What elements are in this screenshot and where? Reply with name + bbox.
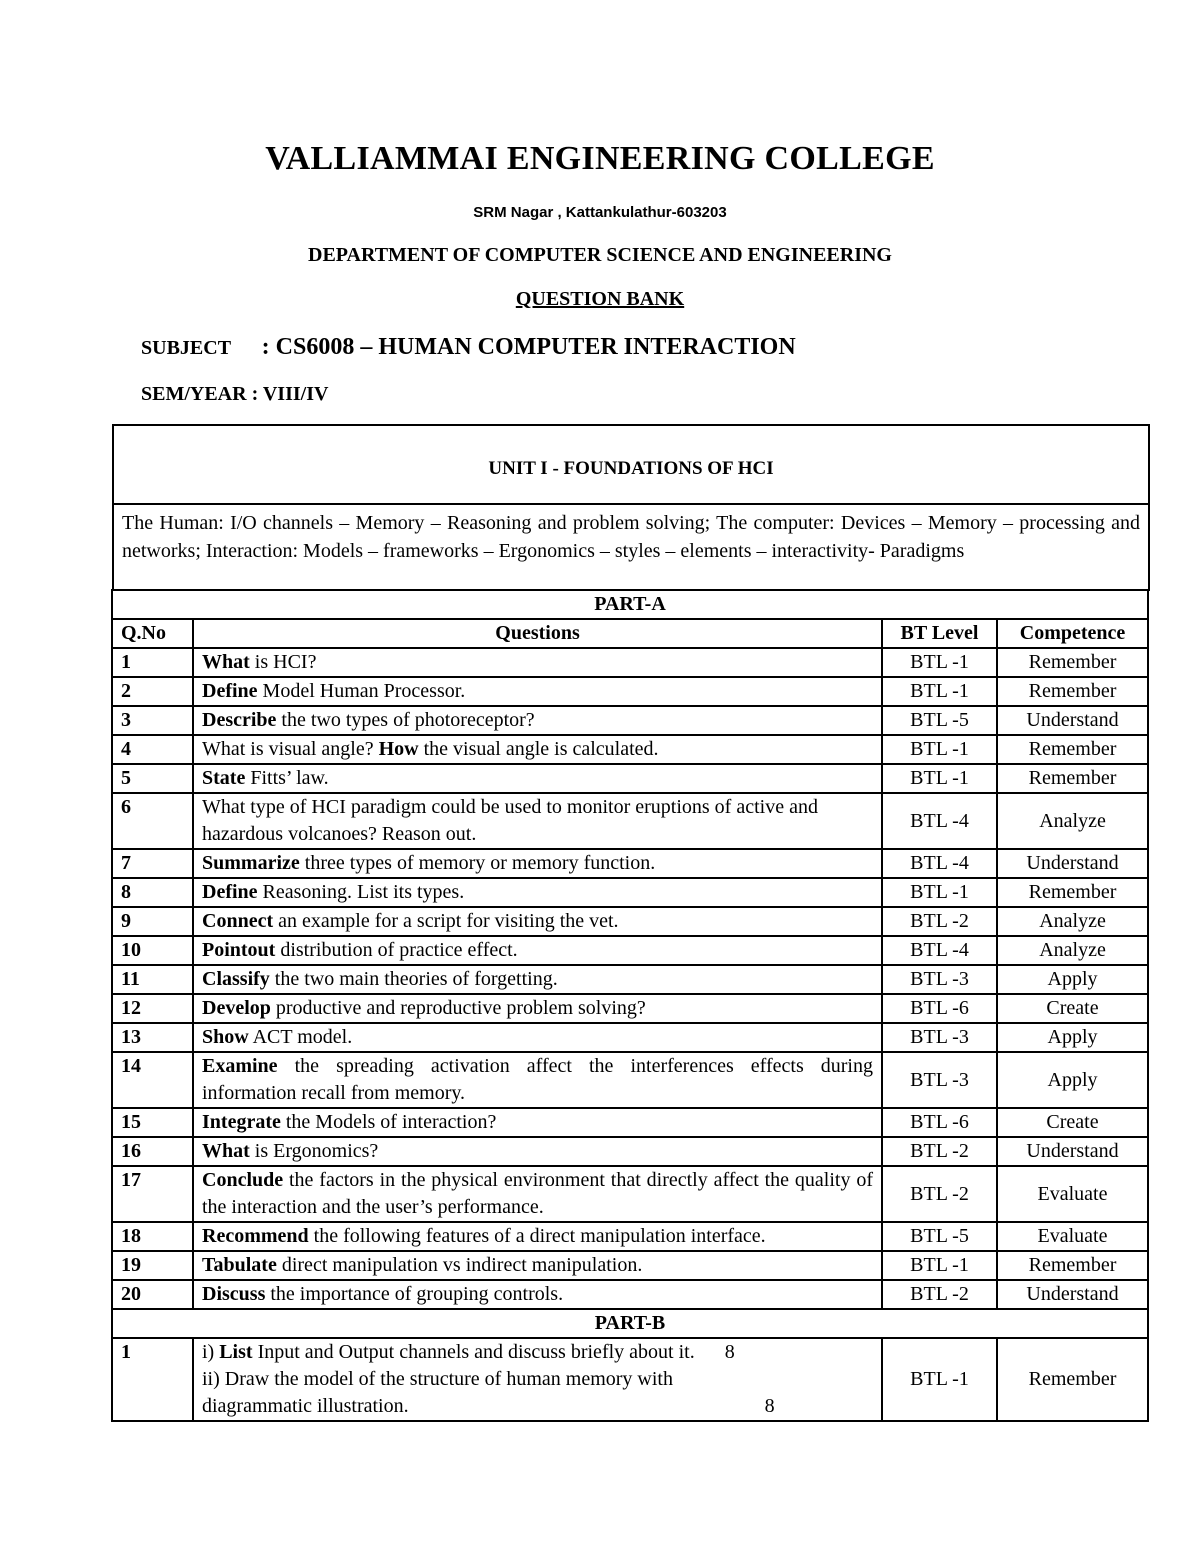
- question-rest: Reasoning. List its types.: [257, 881, 465, 903]
- competence: Analyze: [997, 793, 1148, 849]
- question-number: 8: [112, 878, 193, 907]
- question-number: 3: [112, 706, 193, 735]
- table-row: [112, 1052, 1148, 1108]
- question-text: [193, 878, 882, 907]
- table-row: [112, 793, 1148, 849]
- question-rest: productive and reproductive problem solving?: [270, 997, 646, 1019]
- competence: Understand: [997, 706, 1148, 735]
- question-verb: Tabulate: [202, 1254, 277, 1276]
- bt-level: BTL -1: [882, 677, 997, 706]
- question-rest: Input and Output channels and discuss briefly about it.: [252, 1341, 695, 1363]
- unit-title: UNIT I - FOUNDATIONS OF HCI: [114, 426, 1148, 505]
- question-text: [193, 994, 882, 1023]
- competence: Evaluate: [997, 1222, 1148, 1251]
- question-text: [193, 648, 882, 677]
- competence: Create: [997, 1108, 1148, 1137]
- sem-year: SEM/YEAR : VIII/IV: [141, 383, 329, 405]
- competence: Analyze: [997, 936, 1148, 965]
- question-line-3-text: diagrammatic illustration.: [202, 1395, 409, 1417]
- table-row: [112, 965, 1148, 994]
- question-number: 5: [112, 764, 193, 793]
- competence: Understand: [997, 1137, 1148, 1166]
- bt-level: BTL -1: [882, 648, 997, 677]
- table-row: [112, 1108, 1148, 1137]
- competence: Remember: [997, 735, 1148, 764]
- bt-level: BTL -4: [882, 936, 997, 965]
- question-text: [193, 1222, 882, 1251]
- table-header-row: [112, 619, 1148, 648]
- bt-level: BTL -4: [882, 849, 997, 878]
- subject-label: SUBJECT: [141, 337, 231, 359]
- bt-level: BTL -6: [882, 994, 997, 1023]
- question-text: [193, 907, 882, 936]
- question-verb: State: [202, 767, 246, 789]
- competence: Remember: [997, 878, 1148, 907]
- question-rest: the two main theories of forgetting.: [269, 968, 558, 990]
- question-verb: What: [202, 1140, 250, 1162]
- bt-level: BTL -1: [882, 1338, 997, 1421]
- question-rest: the following features of a direct manipulation interface.: [308, 1225, 766, 1247]
- question-number: 2: [112, 677, 193, 706]
- question-number: 7: [112, 849, 193, 878]
- bt-level: BTL -3: [882, 1052, 997, 1108]
- competence: Remember: [997, 764, 1148, 793]
- bt-level: BTL -4: [882, 793, 997, 849]
- question-line-1: [202, 1339, 873, 1366]
- question-text: [193, 1280, 882, 1309]
- table-row: [112, 878, 1148, 907]
- bt-level: BTL -1: [882, 1251, 997, 1280]
- header-questions: Questions: [193, 619, 882, 648]
- table-row: [112, 994, 1148, 1023]
- question-number: 18: [112, 1222, 193, 1251]
- question-rest: Model Human Processor.: [257, 680, 466, 702]
- question-number: 1: [112, 648, 193, 677]
- question-text: [193, 849, 882, 878]
- question-number: 10: [112, 936, 193, 965]
- competence: Remember: [997, 648, 1148, 677]
- question-rest: the factors in the physical environment that directly affect the quality of the interaction and the user’s performance.: [202, 1169, 873, 1218]
- table-row: [112, 677, 1148, 706]
- question-number: 17: [112, 1166, 193, 1222]
- table-row: [112, 1137, 1148, 1166]
- question-number: 4: [112, 735, 193, 764]
- question-verb: Define: [202, 680, 258, 702]
- competence: Understand: [997, 849, 1148, 878]
- question-number: 20: [112, 1280, 193, 1309]
- part-a-row: [112, 590, 1148, 619]
- header-bt-level: BT Level: [882, 619, 997, 648]
- table-row: [112, 849, 1148, 878]
- competence: Apply: [997, 1023, 1148, 1052]
- table-row: [112, 907, 1148, 936]
- bt-level: BTL -2: [882, 1166, 997, 1222]
- question-text: [193, 1251, 882, 1280]
- question-verb: Describe: [202, 709, 277, 731]
- table-row: [112, 1338, 1148, 1421]
- question-text: [193, 965, 882, 994]
- question-rest: an example for a script for visiting the vet.: [273, 910, 619, 932]
- header-qno: Q.No: [112, 619, 193, 648]
- question-verb: Develop: [202, 997, 271, 1019]
- competence: Analyze: [997, 907, 1148, 936]
- competence: Apply: [997, 1052, 1148, 1108]
- competence: Remember: [997, 1338, 1148, 1421]
- competence: Remember: [997, 1251, 1148, 1280]
- question-rest: direct manipulation vs indirect manipulation.: [276, 1254, 643, 1276]
- question-text: [193, 936, 882, 965]
- table-row: [112, 1023, 1148, 1052]
- question-pre: i): [202, 1341, 220, 1363]
- bt-level: BTL -2: [882, 1137, 997, 1166]
- question-number: 1: [112, 1338, 193, 1421]
- competence: Create: [997, 994, 1148, 1023]
- question-rest: the Models of interaction?: [280, 1111, 497, 1133]
- question-rest: Fitts’ law.: [245, 767, 329, 789]
- question-number: 14: [112, 1052, 193, 1108]
- table-row: [112, 1222, 1148, 1251]
- question-text: [193, 1023, 882, 1052]
- question-text: [193, 764, 882, 793]
- college-name: VALLIAMMAI ENGINEERING COLLEGE: [265, 140, 935, 177]
- table-row: [112, 764, 1148, 793]
- bt-level: BTL -3: [882, 1023, 997, 1052]
- question-rest: is HCI?: [249, 651, 317, 673]
- question-text: [193, 1108, 882, 1137]
- question-number: 12: [112, 994, 193, 1023]
- question-text: [193, 735, 882, 764]
- question-line-2: ii) Draw the model of the structure of human memory with: [202, 1368, 673, 1390]
- question-number: 19: [112, 1251, 193, 1280]
- question-rest: is Ergonomics?: [249, 1140, 379, 1162]
- question-verb: List: [219, 1341, 253, 1363]
- competence: Apply: [997, 965, 1148, 994]
- question-verb: Examine: [202, 1055, 278, 1077]
- question-rest: the importance of grouping controls.: [265, 1283, 564, 1305]
- bt-level: BTL -1: [882, 735, 997, 764]
- question-rest: the visual angle is calculated.: [418, 738, 659, 760]
- question-number: 9: [112, 907, 193, 936]
- question-rest: ACT model.: [248, 1026, 353, 1048]
- part-a-label: PART-A: [112, 590, 1148, 619]
- question-text: [193, 1338, 882, 1421]
- question-verb: Summarize: [202, 852, 300, 874]
- table-row: [112, 936, 1148, 965]
- table-row: [112, 706, 1148, 735]
- question-marks: 8: [764, 1395, 775, 1417]
- table-row: [112, 1280, 1148, 1309]
- question-rest: distribution of practice effect.: [275, 939, 518, 961]
- question-verb: Integrate: [202, 1111, 281, 1133]
- question-number: 6: [112, 793, 193, 849]
- competence: Evaluate: [997, 1166, 1148, 1222]
- question-pre: What is visual angle?: [202, 738, 379, 760]
- question-rest: the spreading activation affect the interferences effects during information recall from memory.: [202, 1055, 873, 1104]
- question-verb: Pointout: [202, 939, 276, 961]
- bt-level: BTL -1: [882, 764, 997, 793]
- unit-syllabus: The Human: I/O channels – Memory – Reasoning and problem solving; The computer: Devices – Memory – processing and networks; Interaction: Models – frameworks – Ergonomics – styles – elements – interactivity- Paradigms: [114, 505, 1148, 591]
- bt-level: BTL -5: [882, 1222, 997, 1251]
- doc-title: QUESTION BANK: [515, 288, 685, 310]
- question-table: [111, 589, 1149, 1422]
- question-text: [193, 1137, 882, 1166]
- college-address: SRM Nagar , Kattankulathur-603203: [473, 204, 727, 221]
- bt-level: BTL -6: [882, 1108, 997, 1137]
- question-verb: Connect: [202, 910, 274, 932]
- question-text: [193, 1166, 882, 1222]
- subject-line: [141, 334, 796, 361]
- question-line-3: [202, 1393, 873, 1420]
- question-verb: Conclude: [202, 1169, 284, 1191]
- question-verb: Discuss: [202, 1283, 266, 1305]
- question-marks: 8: [724, 1341, 735, 1363]
- question-pre: What type of HCI paradigm could be used to monitor eruptions of active and hazardous volcanoes? Reason out.: [202, 796, 818, 845]
- question-rest: three types of memory or memory function.: [299, 852, 656, 874]
- question-number: 15: [112, 1108, 193, 1137]
- question-verb: Classify: [202, 968, 270, 990]
- question-verb: Recommend: [202, 1225, 309, 1247]
- part-b-label: PART-B: [112, 1309, 1148, 1338]
- question-text: [193, 1052, 882, 1108]
- department: DEPARTMENT OF COMPUTER SCIENCE AND ENGINEERING: [308, 244, 892, 266]
- question-verb: How: [378, 738, 419, 760]
- question-number: 13: [112, 1023, 193, 1052]
- question-number: 11: [112, 965, 193, 994]
- bt-level: BTL -5: [882, 706, 997, 735]
- table-row: [112, 735, 1148, 764]
- table-row: [112, 1251, 1148, 1280]
- question-number: 16: [112, 1137, 193, 1166]
- question-rest: the two types of photoreceptor?: [276, 709, 535, 731]
- bt-level: BTL -3: [882, 965, 997, 994]
- unit-frame: [112, 424, 1150, 591]
- bt-level: BTL -1: [882, 878, 997, 907]
- table-row: [112, 648, 1148, 677]
- bt-level: BTL -2: [882, 1280, 997, 1309]
- question-text: [193, 793, 882, 849]
- question-text: [193, 677, 882, 706]
- header-competence: Competence: [997, 619, 1148, 648]
- table-row: [112, 1166, 1148, 1222]
- competence: Remember: [997, 677, 1148, 706]
- competence: Understand: [997, 1280, 1148, 1309]
- part-b-row: [112, 1309, 1148, 1338]
- question-verb: What: [202, 651, 250, 673]
- question-text: [193, 706, 882, 735]
- question-verb: Define: [202, 881, 258, 903]
- bt-level: BTL -2: [882, 907, 997, 936]
- subject-value: : CS6008 – HUMAN COMPUTER INTERACTION: [261, 334, 796, 360]
- question-verb: Show: [202, 1026, 249, 1048]
